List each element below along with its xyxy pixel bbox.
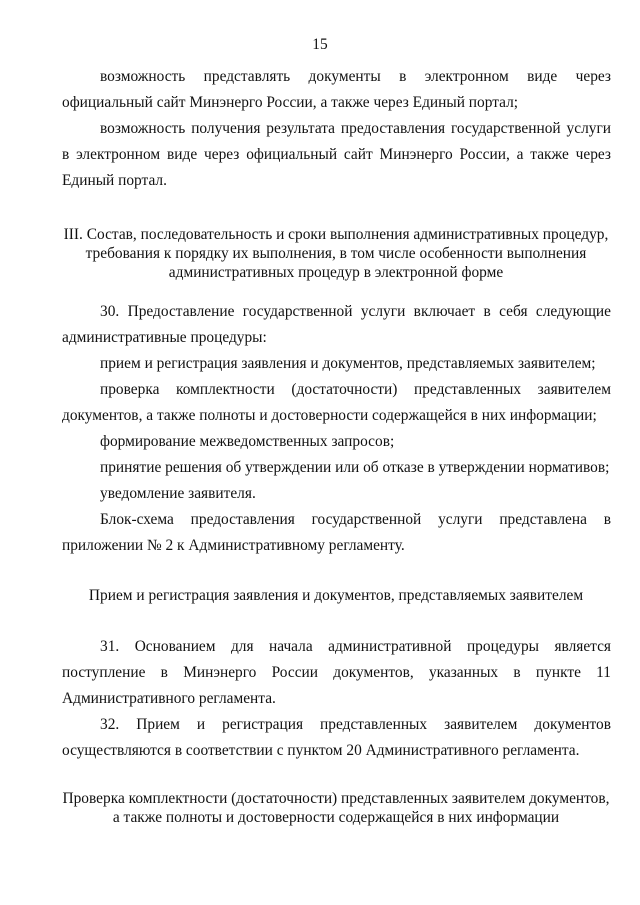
- section-3-heading: [40, 225, 632, 282]
- subheading-reception: [40, 586, 632, 605]
- flowchart-note: Блок-схема предоставления государственной услуги представлена в приложении № 2 к Административному регламенту.: [62, 511, 611, 554]
- section-heading-line: III. Состав, последовательность и сроки выполнения административных процедур,: [63, 226, 609, 243]
- subheading-line: Проверка комплектности (достаточности) представленных заявителем документов,: [62, 790, 610, 807]
- page-number: 15: [312, 36, 328, 53]
- procedure-item: принятие решения об утверждении или об отказе в утверждении нормативов;: [100, 459, 610, 476]
- procedure-item: прием и регистрация заявления и документов, представляемых заявителем;: [100, 355, 596, 372]
- item-31: 31. Основанием для начала административной процедуры является поступление в Минэнерго России документов, указанных в пункте 11 Административного регламента.: [62, 638, 611, 707]
- procedure-item: проверка комплектности (достаточности) представленных заявителем документов, а также полноты и достоверности содержащейся в них информации;: [62, 381, 611, 424]
- item-30: [62, 299, 611, 559]
- section-heading-line: административных процедур в электронной форме: [168, 264, 504, 281]
- procedure-item: уведомление заявителя.: [100, 485, 256, 502]
- procedure-item: формирование межведомственных запросов;: [100, 433, 395, 450]
- item-32: 32. Прием и регистрация представленных заявителем документов осуществляются в соответствии с пунктом 20 Административного регламента.: [62, 716, 611, 759]
- intro-section: [62, 64, 611, 194]
- subheading-check: [40, 789, 632, 827]
- section-heading-line: требования к порядку их выполнения, в том числе особенности выполнения: [85, 245, 587, 262]
- subheading-line: а также полноты и достоверности содержащейся в них информации: [112, 809, 560, 826]
- item-30-intro: 30. Предоставление государственной услуги включает в себя следующие административные процедуры:: [62, 303, 611, 346]
- intro-paragraph: возможность представлять документы в электронном виде через официальный сайт Минэнерго России, а также через Единый портал;: [62, 68, 611, 111]
- intro-paragraph: возможность получения результата предоставления государственной услуги в электронном виде через официальный сайт Минэнерго России, а также через Единый портал.: [62, 120, 611, 189]
- subheading-line: Прием и регистрация заявления и документов, представляемых заявителем: [88, 587, 584, 604]
- items-31-32: [62, 634, 611, 764]
